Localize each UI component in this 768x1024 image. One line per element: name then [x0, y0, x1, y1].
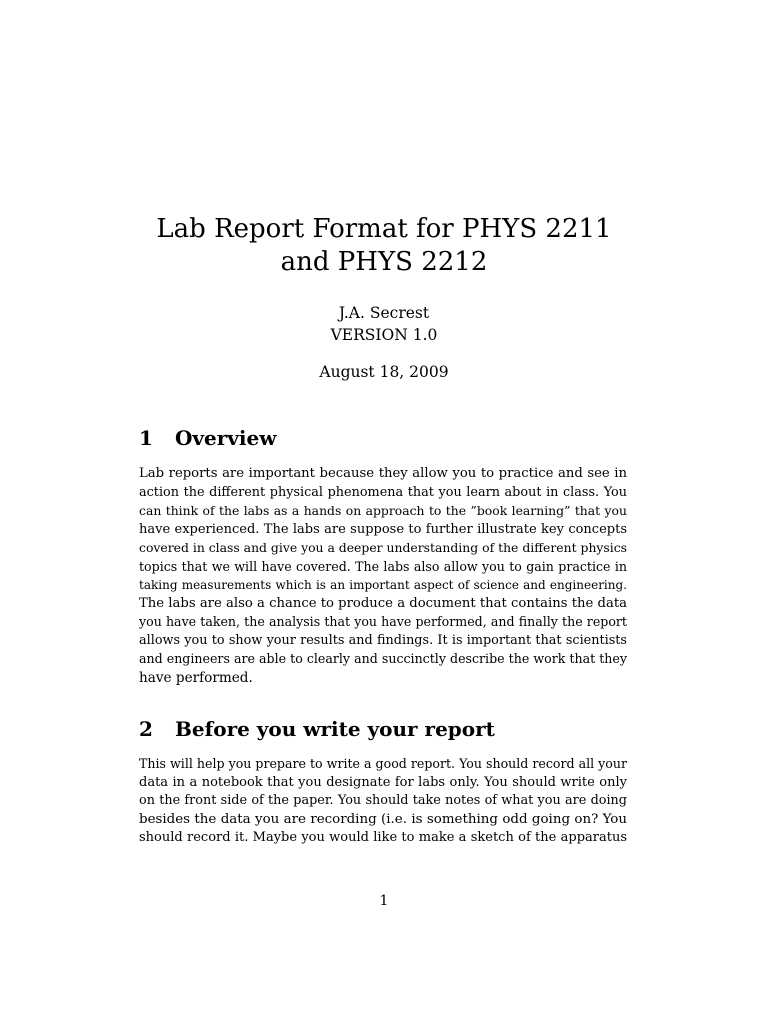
- text-line: you have taken, the analysis that you have performed, and finally the report: [139, 614, 627, 629]
- section-number: 2: [139, 717, 153, 741]
- title-line-2: and PHYS 2212: [280, 247, 488, 277]
- text-line: have experienced. The labs are suppose to further illustrate key concepts: [139, 521, 627, 537]
- author: J.A. Secrest: [338, 304, 430, 322]
- date: August 18, 2009: [319, 363, 449, 381]
- text-line: The labs are also a chance to produce a document that contains the data: [139, 595, 627, 611]
- text-line: data in a notebook that you designate for labs only. You should write only: [139, 774, 627, 790]
- text-line: topics that we will have covered. The labs also allow you to gain practice in: [139, 558, 627, 574]
- section-title: Overview: [175, 426, 277, 450]
- section-heading-overview: [139, 425, 276, 451]
- section-number: 1: [139, 426, 153, 450]
- title-line-1: Lab Report Format for PHYS 2211: [156, 214, 612, 244]
- text-line: have performed.: [139, 669, 253, 686]
- before-report-paragraph: [139, 755, 627, 848]
- text-line: covered in class and give you a deeper understanding of the different physics: [139, 540, 628, 555]
- text-line: Lab reports are important because they allow you to practice and see in: [139, 466, 627, 481]
- text-line: taking measurements which is an important aspect of science and engineering.: [139, 578, 627, 592]
- version: VERSION 1.0: [330, 326, 438, 344]
- text-line: This will help you prepare to write a good report. You should record all your: [139, 756, 627, 771]
- text-line: allows you to show your results and findings. It is important that scientists: [139, 632, 627, 648]
- text-line: besides the data you are recording (i.e. is something odd going on? You: [139, 811, 627, 827]
- section-heading-before-report: [139, 716, 495, 742]
- text-line: on the front side of the paper. You should take notes of what you are doing: [139, 793, 627, 808]
- text-line: can think of the labs as a hands on approach to the ”book learning” that you: [139, 503, 627, 518]
- text-line: and engineers are able to clearly and succinctly describe the work that they: [139, 651, 627, 666]
- text-line: action the different physical phenomena that you learn about in class. You: [139, 484, 627, 500]
- page-number: 1: [379, 893, 389, 909]
- text-line: should record it. Maybe you would like to make a sketch of the apparatus: [139, 830, 627, 845]
- section-title: Before you write your report: [175, 717, 495, 741]
- overview-paragraph: [139, 465, 627, 687]
- document-title: [0, 213, 768, 279]
